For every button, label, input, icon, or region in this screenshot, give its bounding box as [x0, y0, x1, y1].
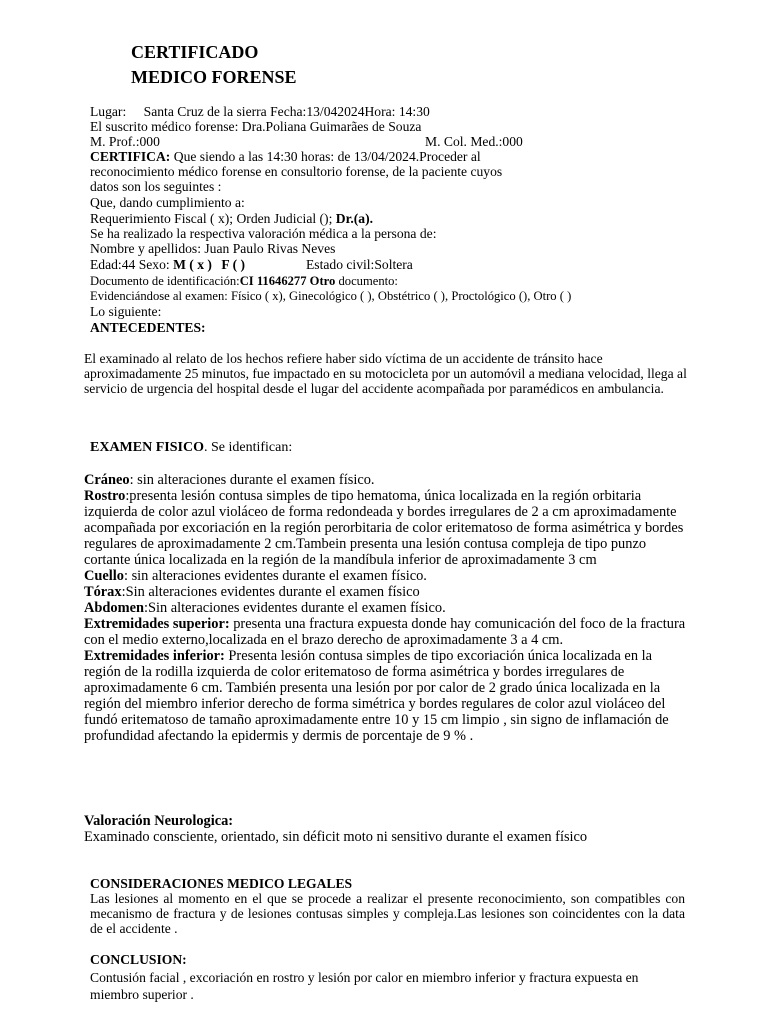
examen-body: [84, 472, 689, 744]
m-col-med: M. Col. Med.:000: [425, 134, 523, 149]
cuello-text: : sin alteraciones evidentes durante el examen físico.: [123, 568, 427, 584]
neuro-text: Examinado consciente, orientado, sin déficit moto ni sensitivo durante el examen físico: [84, 829, 588, 845]
antecedentes-text: El examinado al relato de los hechos refiere haber sido víctima de un accidente de tránsito hace aproximadamente 25 minutos, fue impactado en su motocicleta por un automóvil a mediana velocidad, llega al servicio de urgencia del hospital desde el lugar del accidente acompañada por paramédicos en ambulancia.: [84, 351, 687, 396]
lugar-label: Lugar:: [90, 104, 127, 119]
certifica-text: Que siendo a las 14:30 horas: de 13/04/2024.Proceder al: [173, 149, 481, 164]
extremidades-superior-text: presenta una fractura expuesta donde hay comunicación del foco de la fractura con el medio externo,localizada en el brazo derecho de aproximadamente 3 a 4 cm.: [84, 616, 686, 648]
certifica-line: [90, 149, 481, 164]
consideraciones-text: Las lesiones al momento en el que se procede a realizar el presente reconocimiento, son compatibles con mecanismo de fractura y de lesiones contusas simples y compleja.Las lesiones son coincidentes con la data de el accidente .: [90, 891, 685, 936]
medico-line: [90, 119, 421, 134]
evidencia-proctologico: Proctológico (),: [451, 289, 531, 303]
requerimiento-text: Requerimiento Fiscal ( x); Orden Judicial ();: [90, 211, 333, 226]
craneo-label: Cráneo: [84, 472, 130, 488]
nombre-line: Nombre y apellidos: Juan Paulo Rivas Neves: [90, 241, 336, 256]
evidencia-obstetrico: Obstétrico ( ),: [377, 289, 449, 303]
antecedentes-heading: ANTECEDENTES:: [90, 320, 206, 335]
documento-line: [90, 274, 398, 289]
extremidades-superior-label: Extremidades superior:: [84, 616, 230, 632]
abdomen-item: [84, 600, 689, 616]
extremidades-inferior-text: Presenta lesión contusa simples de tipo excoriación única localizada en la región de la rodilla izquierda de color eritematoso de forma asimétrica y bordes irregulares de aproximadamente 6 cm. También presenta una lesión por por calor de 2 grado única localizada en la región del miembro inferior derecho de forma simétrica y bordes regulares de color azul violáceo del fundó eritematoso de tamaño aproximadamente entre 10 y 15 cm limpio , sin signo de inflamación de profundidad afectando la epidermis y dermis de porcentaje de 9 % .: [84, 648, 669, 744]
evidencia-otro: Otro ( ): [533, 289, 572, 303]
rostro-label: Rostro: [84, 488, 126, 504]
evidencia-fisico: Físico ( x),: [230, 289, 286, 303]
evidencia-prefix: Evidenciándose al examen:: [90, 289, 228, 303]
datos-line: datos son los seguintes :: [90, 179, 222, 194]
sexo-m: M ( x ): [173, 257, 212, 272]
m-prof: M. Prof.:000: [90, 134, 160, 149]
lugar-value: Santa Cruz de la sierra Fecha:13/042024Hora: 14:30: [143, 104, 430, 119]
valoracion-line: Se ha realizado la respectiva valoración médica a la persona de:: [90, 226, 437, 241]
reconocimiento-line: reconocimiento médico forense en consultorio forense, de la paciente cuyos: [90, 164, 503, 179]
neuro-heading: Valoración Neurologica:: [84, 813, 234, 829]
torax-item: [84, 584, 689, 600]
evidencia-ginecologico: Ginecológico ( ),: [289, 289, 375, 303]
edad-sexo-line: [90, 257, 245, 272]
que-line: Que, dando cumplimiento a:: [90, 195, 245, 210]
lo-siguiente: Lo siguiente:: [90, 304, 162, 319]
extremidades-inferior-label: Extremidades inferior:: [84, 648, 225, 664]
examen-heading-line: [90, 440, 292, 455]
document-title-line1: CERTIFICADO: [131, 42, 259, 62]
cuello-item: [84, 568, 689, 584]
documento-prefix: Documento de identificación:: [90, 274, 240, 288]
rostro-text: :presenta lesión contusa simples de tipo hematoma, única localizada en la región orbitaria izquierda de color azul violáceo de forma redondeada y bordes irregulares de 2 a cm aproximadamente acompañada por excoriación en la región perorbitaria de color eritematoso de forma asimétrica y bordes regulares de aproximadamente 2 cm.Tambein presenta una lesión contusa compleja de tipo punzo cortante única localizada en la región de la mandíbula inferior de aproximadamente 3 cm: [84, 488, 684, 568]
document-title-line2: MEDICO FORENSE: [131, 67, 297, 87]
evidencia-line: [90, 289, 571, 304]
requerimiento-line: [90, 211, 373, 226]
rostro-item: [84, 488, 689, 568]
conclusion-heading: CONCLUSION:: [90, 952, 187, 967]
craneo-text: : sin alteraciones durante el examen físico.: [129, 472, 375, 488]
edad-sexo-label: Edad:44 Sexo:: [90, 257, 170, 272]
conclusion-text: Contusión facial , excoriación en rostro y lesión por calor en miembro inferior y fractura expuesta en miembro superior .: [90, 970, 639, 1002]
certifica-label: CERTIFICA:: [90, 149, 171, 164]
extremidades-superior-item: [84, 616, 689, 648]
medico-prefix: El suscrito médico forense:: [90, 119, 239, 134]
lugar-line: [90, 104, 430, 119]
documento-value: CI 11646277 Otro: [239, 274, 336, 288]
medico-name: Dra.Poliana Guimarães de Souza: [241, 119, 422, 134]
consideraciones-heading: CONSIDERACIONES MEDICO LEGALES: [90, 876, 353, 891]
examen-heading-suffix: . Se identifican:: [203, 440, 293, 455]
abdomen-text: :Sin alteraciones evidentes durante el examen físico.: [143, 600, 446, 616]
estado-civil: Estado civil:Soltera: [306, 257, 413, 272]
cuello-label: Cuello: [84, 568, 124, 584]
dr-label: Dr.(a).: [335, 211, 374, 226]
documento-suffix: documento:: [338, 274, 398, 288]
abdomen-label: Abdomen: [84, 600, 144, 616]
craneo-item: [84, 472, 689, 488]
sexo-f: F ( ): [221, 257, 246, 272]
torax-label: Tórax: [84, 584, 122, 600]
torax-text: :Sin alteraciones evidentes durante el examen físico: [121, 584, 420, 600]
extremidades-inferior-item: [84, 648, 689, 744]
examen-heading: EXAMEN FISICO: [90, 440, 204, 455]
